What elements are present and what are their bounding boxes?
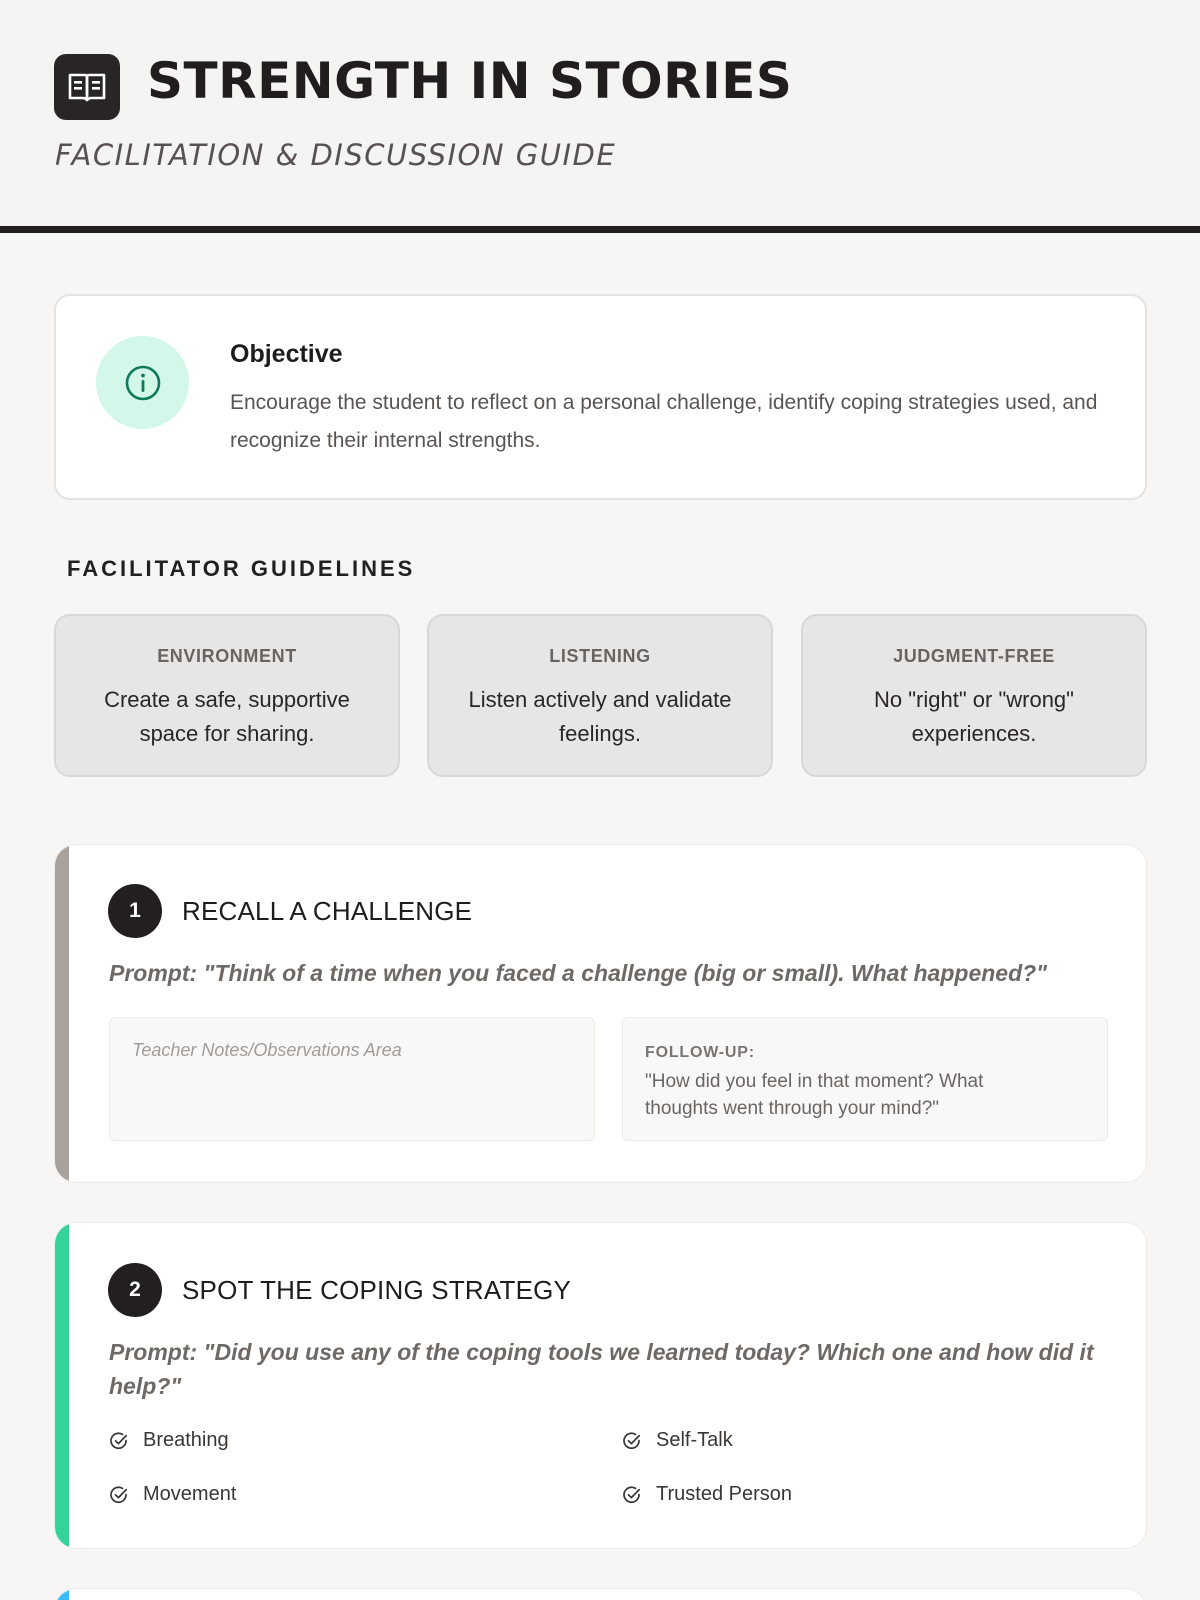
guideline-card-environment — [54, 614, 400, 777]
coping-option-label: Breathing — [143, 1429, 229, 1451]
page-subtitle: FACILITATION & DISCUSSION GUIDE — [55, 138, 617, 172]
coping-option-movement[interactable] — [109, 1483, 236, 1506]
guideline-label: JUDGMENT-FREE — [893, 646, 1055, 666]
page-header — [0, 0, 1200, 233]
step-title: RECALL A CHALLENGE — [182, 896, 473, 926]
coping-option-self-talk[interactable] — [622, 1429, 733, 1452]
step-accent-bar — [55, 1223, 69, 1548]
coping-option-label: Trusted Person — [656, 1483, 792, 1505]
guideline-text: No "right" or "wrong" experiences. — [874, 687, 1074, 746]
step-prompt: Prompt: "Think of a time when you faced a challenge (big or small). What happened?" — [109, 960, 1048, 986]
guidelines-heading: FACILITATOR GUIDELINES — [67, 556, 416, 581]
check-circle-icon — [622, 1431, 642, 1451]
step-prompt: Prompt: "Did you use any of the coping tools we learned today? Which one and how did it help?" — [109, 1339, 1094, 1399]
guideline-card-judgment-free — [801, 614, 1147, 777]
objective-text: Encourage the student to reflect on a personal challenge, identify coping strategies used, and recognize their internal strengths. — [230, 391, 1098, 452]
notes-placeholder: Teacher Notes/Observations Area — [132, 1040, 402, 1060]
objective-title: Objective — [230, 340, 343, 368]
follow-up-label: FOLLOW-UP: — [645, 1044, 755, 1061]
follow-up-box — [622, 1017, 1108, 1141]
info-icon — [96, 336, 189, 429]
step-card-next — [54, 1588, 1147, 1600]
page-title: STRENGTH IN STORIES — [147, 52, 793, 110]
coping-option-label: Movement — [143, 1483, 237, 1505]
open-book-icon — [54, 54, 120, 120]
guideline-card-listening — [427, 614, 773, 777]
guideline-text: Listen actively and validate feelings. — [468, 687, 732, 746]
step-number-badge: 1 — [108, 884, 162, 938]
step-accent-bar — [55, 845, 69, 1182]
guideline-text: Create a safe, supportive space for sharing. — [104, 687, 350, 746]
coping-option-breathing[interactable] — [109, 1429, 229, 1452]
guideline-label: LISTENING — [549, 646, 651, 666]
teacher-notes-area[interactable] — [109, 1017, 595, 1141]
step-card-recall-challenge — [54, 844, 1147, 1183]
guideline-label: ENVIRONMENT — [157, 646, 297, 666]
step-title: SPOT THE COPING STRATEGY — [182, 1275, 572, 1305]
objective-card — [54, 294, 1147, 500]
check-circle-icon — [622, 1485, 642, 1505]
check-circle-icon — [109, 1485, 129, 1505]
step-accent-bar — [55, 1589, 69, 1600]
coping-option-trusted-person[interactable] — [622, 1483, 792, 1506]
step-card-spot-coping-strategy — [54, 1222, 1147, 1549]
check-circle-icon — [109, 1431, 129, 1451]
step-number-badge: 2 — [108, 1263, 162, 1317]
follow-up-text: "How did you feel in that moment? What thoughts went through your mind?" — [645, 1071, 984, 1119]
coping-option-label: Self-Talk — [656, 1429, 733, 1451]
